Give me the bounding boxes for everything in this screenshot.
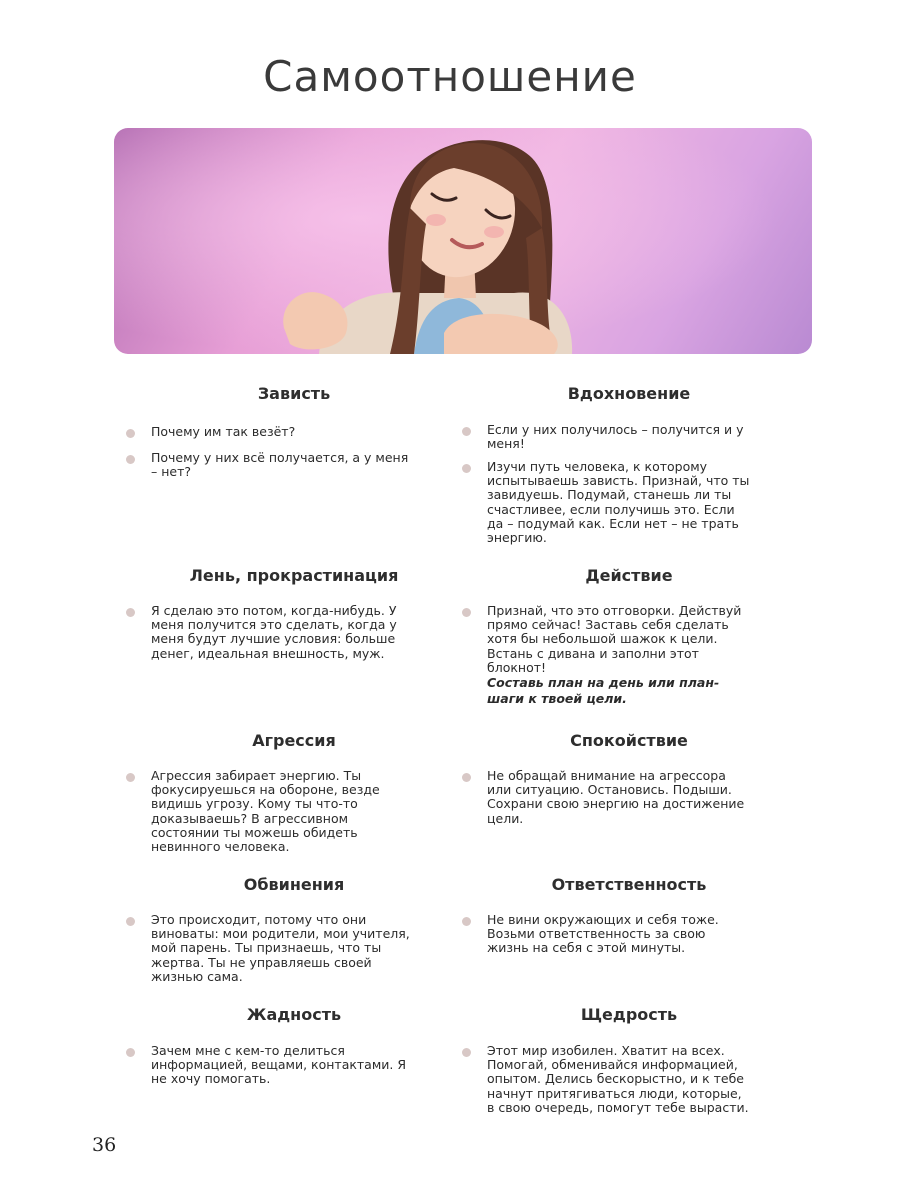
page-number: 36 [92,1134,117,1156]
heading-blame: Обвинения [243,875,345,894]
heading-envy: Зависть [257,384,331,403]
heading-calm: Спокойствие [570,731,688,750]
heading-aggression: Агрессия [252,731,336,750]
girl-hugging-self-illustration [114,128,812,354]
page-title: Самоотношение [263,52,637,101]
heading-action: Действие [585,566,673,585]
list-item: Изучи путь человека, к которому испытываешь зависть. Признай, что ты завидуешь. Подумай, станешь ли ты счастливее, если получишь это. Если да – подумай как. Если нет – не трать энергию. [450,460,750,545]
heading-inspiration: Вдохновение [567,384,691,403]
list-item: Агрессия забирает энергию. Ты фокусируешься на обороне, везде видишь угрозу. Кому ты что-то доказываешь? В агрессивном состоянии ты можешь обидеть невинного человека. [114,769,414,854]
action-note: Составь план на день или план-шаги к твоей цели. [487,675,720,706]
list-item: Не обращай внимание на агрессора или ситуацию. Остановись. Подыши. Сохрани свою энергию на достижение цели. [450,769,750,826]
heading-responsibility: Ответственность [551,875,707,894]
list-item: Не вини окружающих и себя тоже. Возьми ответственность за свою жизнь на себя с этой минуты. [450,913,750,956]
list-item: Если у них получилось – получится и у меня! [450,423,750,451]
list-item: Это происходит, потому что они виноваты: мои родители, мои учителя, мой парень. Ты признаешь, что ты жертва. Ты не управляешь своей жизнью сама. [114,913,414,984]
list-item: Я сделаю это потом, когда-нибудь. У меня получится это сделать, когда у меня будут лучшие условия: больше денег, идеальная внешность, муж. [114,604,414,661]
heading-laziness: Лень, прокрастинация [189,566,399,585]
list-item: Зачем мне с кем-то делиться информацией, вещами, контактами. Я не хочу помогать. [114,1044,414,1087]
list-item: Почему им так везёт? [114,425,414,439]
banner-illustration [114,128,812,354]
list-item: Признай, что это отговорки. Действуй прямо сейчас! Заставь себя сделать хотя бы небольшой шажок к цели. Встань с дивана и заполни этот блокнот! [450,604,750,675]
list-item: Этот мир изобилен. Хватит на всех. Помогай, обменивайся информацией, опытом. Делись бескорыстно, и к тебе начнут притягиваться люди, которые, в свою очередь, помогут тебе вырасти. [450,1044,750,1115]
heading-generosity: Щедрость [580,1005,678,1024]
heading-greed: Жадность [246,1005,342,1024]
list-item: Почему у них всё получается, а у меня – нет? [114,451,414,479]
